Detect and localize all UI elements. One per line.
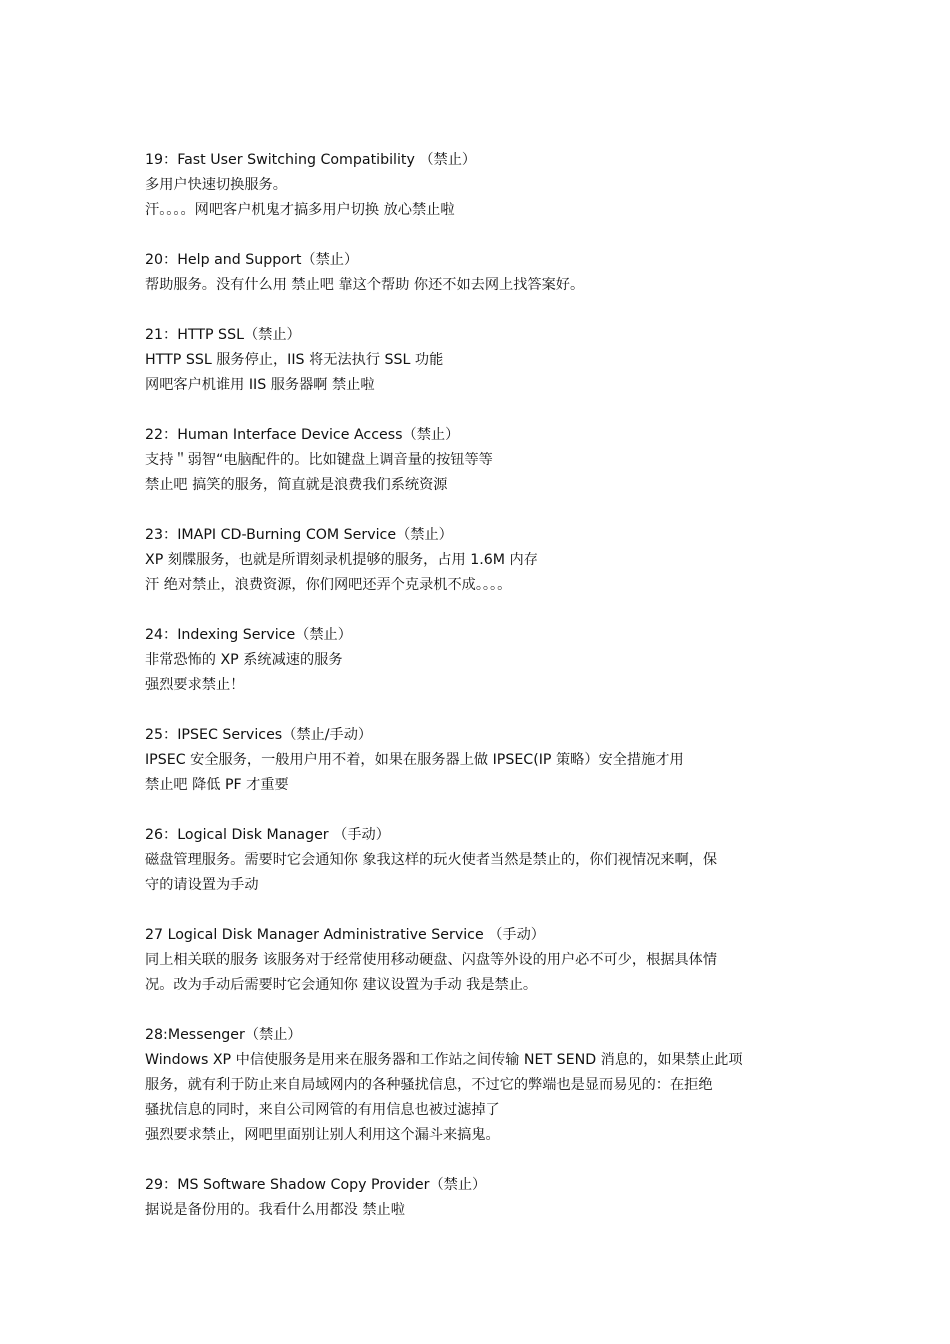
section-24	[145, 623, 810, 698]
section-27	[145, 923, 810, 998]
section-line: 禁止吧 降低 PF 才重要	[145, 777, 289, 793]
section-line: XP 刻牒服务，也就是所谓刻录机提够的服务，占用 1.6M 内存	[145, 552, 538, 568]
section-21	[145, 323, 810, 398]
section-line: 多用户快速切换服务。	[145, 177, 287, 193]
section-heading: 20：Help and Support（禁止）	[145, 252, 359, 268]
section-heading: 19：Fast User Switching Compatibility （禁止）	[145, 152, 477, 168]
section-heading: 28:Messenger（禁止）	[145, 1027, 302, 1043]
section-line: 骚扰信息的同时，来自公司网管的有用信息也被过滤掉了	[145, 1102, 500, 1118]
section-line: IPSEC 安全服务，一般用户用不着，如果在服务器上做 IPSEC(IP 策略）安全措施才用	[145, 752, 684, 768]
section-line: 强烈要求禁止，网吧里面别让别人利用这个漏斗来搞鬼。	[145, 1127, 500, 1143]
section-line: 禁止吧 搞笑的服务，简直就是浪费我们系统资源	[145, 477, 448, 493]
section-29	[145, 1173, 810, 1223]
section-line: 服务，就有利于防止来自局域网内的各种骚扰信息，不过它的弊端也是显而易见的：在拒绝	[145, 1077, 713, 1093]
section-line: 支持＂弱智“电脑配件的。比如键盘上调音量的按钮等等	[145, 452, 493, 468]
document-body	[145, 148, 810, 1248]
section-line: 非常恐怖的 XP 系统减速的服务	[145, 652, 343, 668]
section-heading: 25：IPSEC Services（禁止/手动）	[145, 727, 373, 743]
section-heading: 22：Human Interface Device Access（禁止）	[145, 427, 460, 443]
section-line: 同上相关联的服务 该服务对于经常使用移动硬盘、闪盘等外设的用户必不可少，根据具体情	[145, 952, 718, 968]
section-heading: 23：IMAPI CD-Burning COM Service（禁止）	[145, 527, 453, 543]
section-heading: 24：Indexing Service（禁止）	[145, 627, 352, 643]
section-heading: 27 Logical Disk Manager Administrative Service （手动）	[145, 927, 545, 943]
section-line: Windows XP 中信使服务是用来在服务器和工作站之间传输 NET SEND 消息的，如果禁止此项	[145, 1052, 743, 1068]
section-line: 况。改为手动后需要时它会通知你 建议设置为手动 我是禁止。	[145, 977, 538, 993]
section-heading: 21：HTTP SSL（禁止）	[145, 327, 301, 343]
section-23	[145, 523, 810, 598]
section-line: 网吧客户机谁用 IIS 服务器啊 禁止啦	[145, 377, 375, 393]
section-22	[145, 423, 810, 498]
section-line: 据说是备份用的。我看什么用都没 禁止啦	[145, 1202, 405, 1218]
section-heading: 29：MS Software Shadow Copy Provider（禁止）	[145, 1177, 487, 1193]
section-line: 磁盘管理服务。需要时它会通知你 象我这样的玩火使者当然是禁止的，你们视情况来啊，保	[145, 852, 718, 868]
section-20	[145, 248, 810, 298]
section-28	[145, 1023, 810, 1148]
section-line: 汗。。。。网吧客户机鬼才搞多用户切换 放心禁止啦	[145, 202, 455, 218]
section-line: 帮助服务。没有什么用 禁止吧 靠这个帮助 你还不如去网上找答案好。	[145, 277, 585, 293]
section-19	[145, 148, 810, 223]
section-line: 守的请设置为手动	[145, 877, 259, 893]
section-26	[145, 823, 810, 898]
section-heading: 26：Logical Disk Manager （手动）	[145, 827, 390, 843]
section-line: 强烈要求禁止！	[145, 677, 245, 693]
section-line: 汗 绝对禁止，浪费资源，你们网吧还弄个克录机不成。。。。	[145, 577, 512, 593]
section-25	[145, 723, 810, 798]
section-line: HTTP SSL 服务停止，IIS 将无法执行 SSL 功能	[145, 352, 444, 368]
